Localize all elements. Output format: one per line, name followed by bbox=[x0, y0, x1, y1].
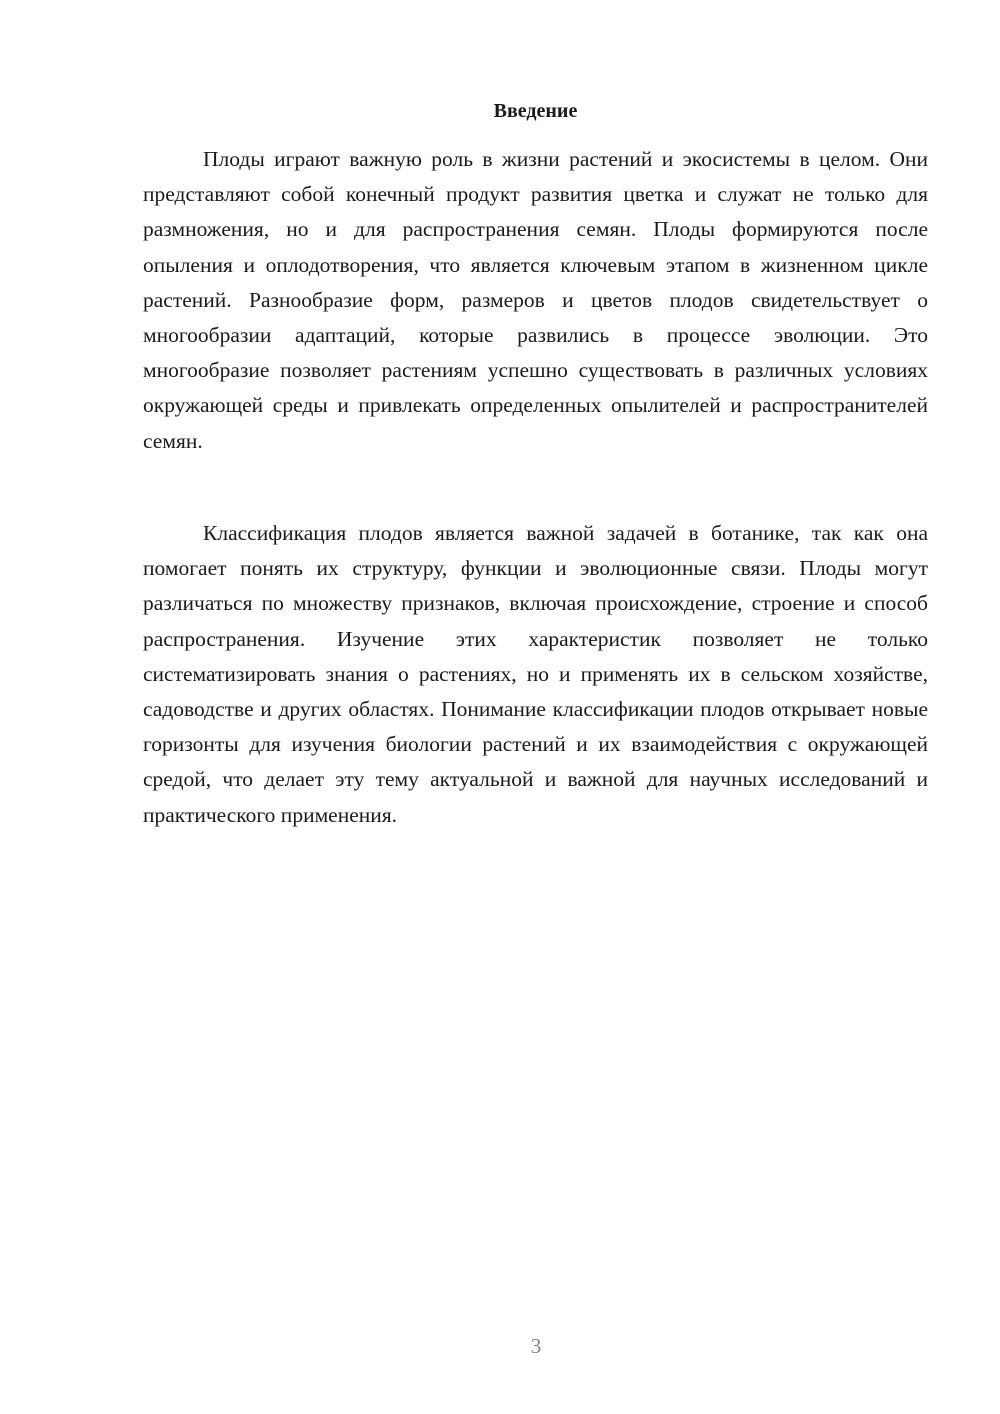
section-heading: Введение bbox=[493, 100, 578, 122]
paragraph-intro: Плоды играют важную роль в жизни растений и экосистемы в целом. Они представляют собой конечный продукт развития цветка и служат не только для размножения, но и для распространения семян. Плоды формируются после опыления и оплодотворения, что является ключевым этапом в жизненном цикле растений. Разнообразие форм, размеров и цветов плодов свидетельствует о многообразии адаптаций, которые развились в процессе эволюции. Это многообразие позволяет растениям успешно существовать в различных условиях окружающей среды и привлекать определенных опылителей и распространителей семян. bbox=[143, 147, 928, 453]
paragraph-classification: Классификация плодов является важной задачей в ботанике, так как она помогает понять их структуру, функции и эволюционные связи. Плоды могут различаться по множеству признаков, включая происхождение, строение и способ распространения. Изучение этих характеристик позволяет не только систематизировать знания о растениях, но и применять их в сельском хозяйстве, садоводстве и других областях. Понимание классификации плодов открывает новые горизонты для изучения биологии растений и их взаимодействия с окружающей средой, что делает эту тему актуальной и важной для научных исследований и практического применения. bbox=[143, 521, 928, 827]
page-number: 3 bbox=[530, 1334, 542, 1358]
